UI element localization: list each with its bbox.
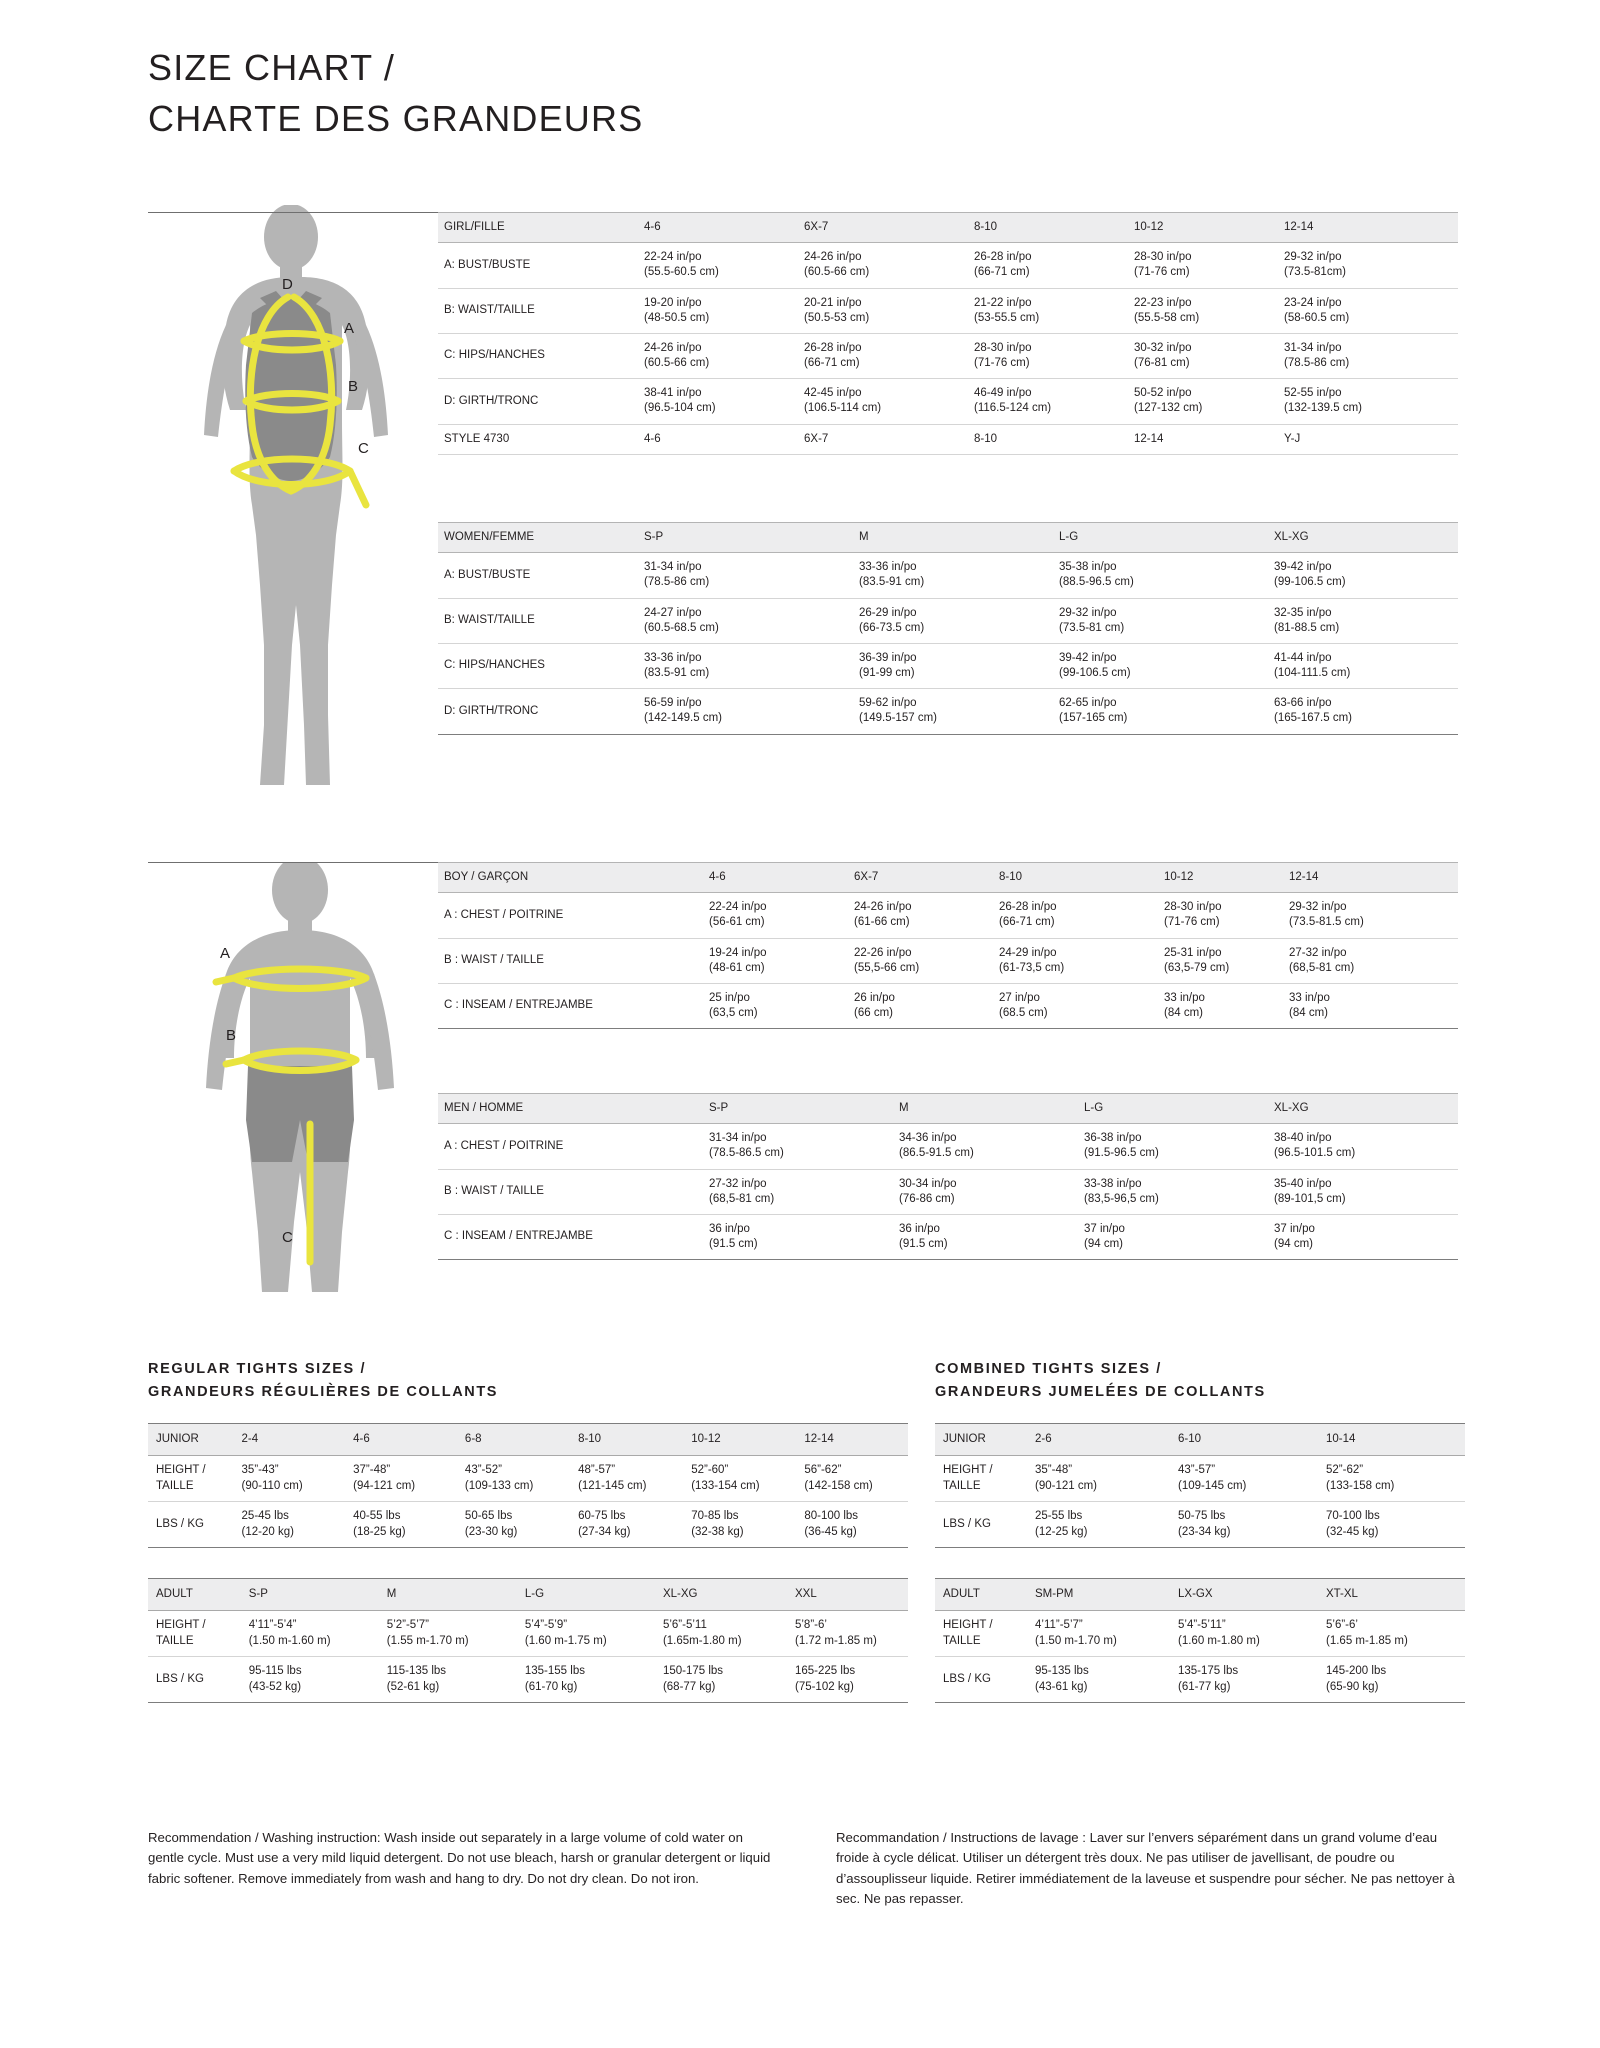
male-figure [160,862,450,1302]
table-row [438,598,1458,643]
style-row-val-0: 4-6 [638,424,798,454]
adult-reg-row-0-val-2: 5’4”-5’9” (1.60 m-1.75 m) [517,1611,655,1657]
adult-comb-row-0-label: HEIGHT / TAILLE [935,1611,1027,1657]
women-row-3-val-2: 62-65 in/po (157-165 cm) [1059,697,1128,725]
junior-comb-row-1-val-2: 70-100 lbs (32-45 kg) [1318,1502,1465,1548]
adult-comb-row-1-val-2: 145-200 lbs (65-90 kg) [1318,1657,1465,1703]
boy-header-5: 12-14 [1283,863,1458,893]
junior-comb-row-0-val-0: 35”-48” (90-121 cm) [1027,1456,1170,1502]
svg-text:A: A [344,320,355,337]
regular-tights-heading-1: REGULAR TIGHTS SIZES / [148,1361,367,1377]
regular-tights-junior-wrap [148,1423,908,1548]
svg-text:D: D [282,276,293,293]
junior-reg-header-4: 8-10 [570,1423,683,1455]
junior-comb-row-0-label: HEIGHT / TAILLE [935,1456,1027,1502]
men-row-2-val-0: 36 in/po (91.5 cm) [709,1222,758,1251]
boy-row-1-val-2: 24-29 in/po (61-73,5 cm) [993,938,1158,983]
women-row-1-val-0: 24-27 in/po (60.5-68.5 cm) [638,598,853,643]
style-row-val-4: Y-J [1278,424,1458,454]
combined-tights-section [935,1358,1465,1703]
girl-row-1-val-1: 20-21 in/po (50.5-53 cm) [798,288,968,333]
adult-comb-header-1: SM-PM [1027,1579,1170,1611]
table-row [438,243,1458,288]
junior-reg-header-5: 10-12 [683,1423,796,1455]
svg-text:C: C [282,1229,293,1246]
boy-row-2-val-4: 33 in/po (84 cm) [1289,991,1330,1020]
men-header-0: MEN / HOMME [438,1094,703,1124]
regular-tights-adult-table [148,1578,908,1703]
adult-reg-row-1-val-4: 165-225 lbs (75-102 kg) [787,1657,908,1703]
girl-row-0-val-1: 24-26 in/po (60.5-66 cm) [798,243,968,288]
table-row [438,689,1458,734]
boy-row-0-val-2: 26-28 in/po (66-71 cm) [993,893,1158,938]
junior-reg-header-1: 2-4 [234,1423,346,1455]
junior-reg-row-1-val-1: 40-55 lbs (18-25 kg) [345,1502,457,1548]
boy-header-3: 8-10 [993,863,1158,893]
men-row-1-val-1: 30-34 in/po (76-86 cm) [893,1169,1078,1214]
table-row [935,1611,1465,1657]
girl-row-1-val-2: 21-22 in/po (53-55.5 cm) [968,288,1128,333]
regular-tights-section [148,1358,908,1703]
girl-row-1-val-4: 23-24 in/po (58-60.5 cm) [1278,288,1458,333]
table-row [148,1456,908,1502]
girl-row-2-val-1: 26-28 in/po (66-71 cm) [798,333,968,378]
men-row-2-val-2: 37 in/po (94 cm) [1084,1222,1125,1251]
women-row-0-label: A: BUST/BUSTE [438,553,638,598]
junior-reg-header-3: 6-8 [457,1423,570,1455]
junior-reg-row-0-val-1: 37”-48” (94-121 cm) [345,1456,457,1502]
girl-header-5: 12-14 [1278,213,1458,243]
table-row [438,553,1458,598]
men-row-1-label: B : WAIST / TAILLE [438,1169,703,1214]
junior-reg-row-1-val-3: 60-75 lbs (27-34 kg) [570,1502,683,1548]
men-row-0-label: A : CHEST / POITRINE [438,1124,703,1169]
men-table-header-row [438,1094,1458,1124]
women-row-3-val-0: 56-59 in/po (142-149.5 cm) [644,697,722,725]
table-row [438,893,1458,938]
girl-row-3-val-3: 50-52 in/po (127-132 cm) [1128,379,1278,424]
junior-comb-row-0-val-1: 43”-57” (109-145 cm) [1170,1456,1318,1502]
female-figure-svg [160,205,450,805]
adult-reg-row-0-val-0: 4’11”-5’4” (1.50 m-1.60 m) [241,1611,379,1657]
adult-reg-header-4: XL-XG [655,1579,787,1611]
junior-comb-header-3: 10-14 [1318,1423,1465,1455]
junior-reg-row-0-val-3: 48”-57” (121-145 cm) [570,1456,683,1502]
junior-reg-row-0-label: HEIGHT / TAILLE [148,1456,234,1502]
women-row-0-val-2: 35-38 in/po (88.5-96.5 cm) [1053,553,1268,598]
page-title [148,42,1048,144]
girl-size-table [438,212,1458,455]
girl-row-0-label: A: BUST/BUSTE [438,243,638,288]
girl-row-3-val-2: 46-49 in/po (116.5-124 cm) [968,379,1128,424]
style-row-val-2: 8-10 [968,424,1128,454]
combined-tights-heading-1: COMBINED TIGHTS SIZES / [935,1361,1162,1377]
women-row-3-val-3: 63-66 in/po (165-167.5 cm) [1274,697,1352,725]
boy-row-2-val-0: 25 in/po (63,5 cm) [709,991,758,1020]
girl-row-0-val-2: 26-28 in/po (66-71 cm) [968,243,1128,288]
men-table-wrap [438,1093,1458,1260]
adult-reg-row-1-label: LBS / KG [148,1657,241,1703]
adult-comb-header-2: LX-GX [1170,1579,1318,1611]
men-header-1: S-P [703,1094,893,1124]
girl-row-1-val-3: 22-23 in/po (55.5-58 cm) [1128,288,1278,333]
junior-reg-row-1-val-2: 50-65 lbs (23-30 kg) [457,1502,570,1548]
men-row-2-label: C : INSEAM / ENTREJAMBE [444,1230,593,1243]
adult-combined-header-row [935,1579,1465,1611]
junior-comb-row-1-val-1: 50-75 lbs (23-34 kg) [1170,1502,1318,1548]
men-row-0-val-3: 38-40 in/po (96.5-101.5 cm) [1268,1124,1458,1169]
junior-comb-header-1: 2-6 [1027,1423,1170,1455]
girl-row-2-val-0: 24-26 in/po (60.5-66 cm) [638,333,798,378]
table-row [148,1502,908,1548]
men-row-2-val-1: 36 in/po (91.5 cm) [899,1222,948,1251]
women-table-wrap [438,522,1458,735]
adult-comb-row-0-val-1: 5’4”-5’11” (1.60 m-1.80 m) [1170,1611,1318,1657]
girl-row-0-val-3: 28-30 in/po (71-76 cm) [1128,243,1278,288]
combined-tights-adult-table [935,1578,1465,1703]
regular-tights-adult-wrap [148,1578,908,1703]
boy-row-0-label: A : CHEST / POITRINE [438,893,703,938]
boy-row-2-val-3: 33 in/po (84 cm) [1164,991,1205,1020]
adult-reg-row-0-val-4: 5’8”-6’ (1.72 m-1.85 m) [787,1611,908,1657]
women-header-4: XL-XG [1268,523,1458,553]
adult-comb-header-0: ADULT [935,1579,1027,1611]
adult-reg-row-0-val-3: 5’6”-5’11 (1.65m-1.80 m) [655,1611,787,1657]
junior-reg-row-1-val-5: 80-100 lbs (36-45 kg) [796,1502,908,1548]
adult-reg-header-1: S-P [241,1579,379,1611]
women-row-0-val-0: 31-34 in/po (78.5-86 cm) [638,553,853,598]
women-row-1-val-2: 29-32 in/po (73.5-81 cm) [1053,598,1268,643]
boy-size-table [438,862,1458,1029]
adult-reg-header-0: ADULT [148,1579,241,1611]
boy-row-0-val-3: 28-30 in/po (71-76 cm) [1158,893,1283,938]
adult-comb-row-1-label: LBS / KG [935,1657,1027,1703]
adult-reg-row-1-val-0: 95-115 lbs (43-52 kg) [241,1657,379,1703]
men-header-3: L-G [1078,1094,1268,1124]
women-header-3: L-G [1053,523,1268,553]
girl-row-2-label: C: HIPS/HANCHES [438,333,638,378]
adult-comb-row-1-val-0: 95-135 lbs (43-61 kg) [1027,1657,1170,1703]
men-row-0-val-1: 34-36 in/po (86.5-91.5 cm) [893,1124,1078,1169]
boy-row-1-val-4: 27-32 in/po (68,5-81 cm) [1283,938,1458,983]
adult-reg-row-0-val-1: 5’2”-5’7” (1.55 m-1.70 m) [379,1611,517,1657]
boy-row-1-label: B : WAIST / TAILLE [438,938,703,983]
girl-row-1-val-0: 19-20 in/po (48-50.5 cm) [638,288,798,333]
boy-header-1: 4-6 [703,863,848,893]
girl-header-1: 4-6 [638,213,798,243]
table-row [148,1611,908,1657]
footer [148,1828,1468,1909]
women-row-2-label: C: HIPS/HANCHES [438,643,638,688]
boy-row-0-val-0: 22-24 in/po (56-61 cm) [703,893,848,938]
women-size-table [438,522,1458,735]
footer-text-french: Recommandation / Instructions de lavage : Laver sur l’envers séparément dans un grand volume d’eau froide à cycle délicat. Utiliser un détergent très doux. Ne pas utiliser de javellisant, de poudre ou d’assouplisseur liquide. Retirer immédiatement de la laveuse et suspendre pour sécher. Ne pas nettoyer à sec. Ne pas repasser. [836,1830,1455,1906]
women-row-2-val-3: 41-44 in/po (104-111.5 cm) [1268,643,1458,688]
girl-header-4: 10-12 [1128,213,1278,243]
style-row-val-3: 12-14 [1128,424,1278,454]
table-row [148,1657,908,1703]
boy-table-header-row [438,863,1458,893]
combined-tights-heading-2: GRANDEURS JUMELÉES DE COLLANTS [935,1384,1266,1401]
men-row-1-val-0: 27-32 in/po (68,5-81 cm) [703,1169,893,1214]
adult-reg-header-5: XXL [787,1579,908,1611]
table-row [438,1169,1458,1214]
female-figure [160,205,450,805]
girl-row-0-val-0: 22-24 in/po (55.5-60.5 cm) [638,243,798,288]
junior-regular-header-row [148,1423,908,1455]
adult-reg-header-2: M [379,1579,517,1611]
svg-text:A: A [220,945,231,962]
adult-comb-row-1-val-1: 135-175 lbs (61-77 kg) [1170,1657,1318,1703]
adult-reg-row-1-val-1: 115-135 lbs (52-61 kg) [379,1657,517,1703]
men-size-table [438,1093,1458,1260]
girl-table-header-row [438,213,1458,243]
regular-tights-heading-2: GRANDEURS RÉGULIÈRES DE COLLANTS [148,1384,499,1401]
junior-reg-row-1-val-0: 25-45 lbs (12-20 kg) [234,1502,346,1548]
boy-row-1-val-0: 19-24 in/po (48-61 cm) [703,938,848,983]
table-row [935,1657,1465,1703]
junior-reg-header-0: JUNIOR [148,1423,234,1455]
table-row [438,288,1458,333]
boy-row-0-val-1: 24-26 in/po (61-66 cm) [848,893,993,938]
girl-row-3-label: D: GIRTH/TRONC [438,379,638,424]
table-row [438,1124,1458,1169]
girl-table-wrap [438,212,1458,455]
style-row [438,424,1458,454]
men-header-4: XL-XG [1268,1094,1458,1124]
junior-reg-row-0-val-0: 35”-43” (90-110 cm) [234,1456,346,1502]
girl-header-2: 6X-7 [798,213,968,243]
women-row-3-val-1: 59-62 in/po (149.5-157 cm) [859,697,937,725]
junior-combined-header-row [935,1423,1465,1455]
girl-row-2-val-3: 30-32 in/po (76-81 cm) [1128,333,1278,378]
women-table-header-row [438,523,1458,553]
table-row [438,379,1458,424]
men-row-1-val-3: 35-40 in/po (89-101,5 cm) [1268,1169,1458,1214]
boy-row-0-val-4: 29-32 in/po (73.5-81.5 cm) [1283,893,1458,938]
women-header-2: M [853,523,1053,553]
adult-comb-row-0-val-0: 4’11”-5’7” (1.50 m-1.70 m) [1027,1611,1170,1657]
boy-row-2-val-1: 26 in/po (66 cm) [854,991,895,1020]
adult-comb-header-3: XT-XL [1318,1579,1465,1611]
adult-reg-header-3: L-G [517,1579,655,1611]
page-title-line-2: CHARTE DES GRANDEURS [148,98,644,140]
junior-reg-row-0-val-5: 56”-62” (142-158 cm) [796,1456,908,1502]
girl-row-3-val-4: 52-55 in/po (132-139.5 cm) [1278,379,1458,424]
table-row [438,333,1458,378]
junior-comb-header-0: JUNIOR [935,1423,1027,1455]
junior-comb-header-2: 6-10 [1170,1423,1318,1455]
women-row-1-val-3: 32-35 in/po (81-88.5 cm) [1268,598,1458,643]
svg-text:B: B [226,1027,237,1044]
junior-reg-row-1-label: LBS / KG [148,1502,234,1548]
adult-comb-row-0-val-2: 5’6”-6’ (1.65 m-1.85 m) [1318,1611,1465,1657]
girl-header-0: GIRL/FILLE [438,213,638,243]
junior-reg-header-6: 12-14 [796,1423,908,1455]
boys-men-section [148,862,1458,1251]
style-row-label: STYLE 4730 [438,424,638,454]
svg-text:C: C [358,440,369,457]
regular-tights-junior-table [148,1423,908,1548]
men-row-0-val-2: 36-38 in/po (91.5-96.5 cm) [1078,1124,1268,1169]
junior-reg-row-0-val-2: 43”-52” (109-133 cm) [457,1456,570,1502]
adult-reg-row-1-val-2: 135-155 lbs (61-70 kg) [517,1657,655,1703]
girl-row-2-val-4: 31-34 in/po (78.5-86 cm) [1278,333,1458,378]
table-row [438,643,1458,688]
combined-tights-junior-table [935,1423,1465,1548]
boy-header-2: 6X-7 [848,863,993,893]
boy-row-1-val-1: 22-26 in/po (55,5-66 cm) [848,938,993,983]
table-row [438,938,1458,983]
women-row-2-val-0: 33-36 in/po (83.5-91 cm) [638,643,853,688]
men-row-1-val-2: 33-38 in/po (83,5-96,5 cm) [1078,1169,1268,1214]
page-title-line-1: SIZE CHART / [148,47,396,88]
boy-header-4: 10-12 [1158,863,1283,893]
junior-reg-row-1-val-4: 70-85 lbs (32-38 kg) [683,1502,796,1548]
boy-row-1-val-3: 25-31 in/po (63,5-79 cm) [1158,938,1283,983]
junior-comb-row-1-label: LBS / KG [935,1502,1027,1548]
women-header-1: S-P [638,523,853,553]
women-row-0-val-3: 39-42 in/po (99-106.5 cm) [1268,553,1458,598]
table-row [438,1214,1458,1259]
girl-row-2-val-2: 28-30 in/po (71-76 cm) [968,333,1128,378]
girl-header-3: 8-10 [968,213,1128,243]
men-row-2-val-3: 37 in/po (94 cm) [1274,1222,1315,1251]
boy-header-0: BOY / GARÇON [438,863,703,893]
women-row-2-val-2: 39-42 in/po (99-106.5 cm) [1053,643,1268,688]
svg-text:B: B [348,378,359,395]
girl-row-3-val-0: 38-41 in/po (96.5-104 cm) [638,379,798,424]
style-row-val-1: 6X-7 [798,424,968,454]
women-row-1-val-1: 26-29 in/po (66-73.5 cm) [853,598,1053,643]
table-row [438,983,1458,1028]
junior-comb-row-1-val-0: 25-55 lbs (12-25 kg) [1027,1502,1170,1548]
boy-table-wrap [438,862,1458,1029]
junior-comb-row-0-val-2: 52”-62” (133-158 cm) [1318,1456,1465,1502]
junior-reg-row-0-val-4: 52”-60” (133-154 cm) [683,1456,796,1502]
men-row-0-val-0: 31-34 in/po (78.5-86.5 cm) [703,1124,893,1169]
adult-reg-row-0-label: HEIGHT / TAILLE [148,1611,241,1657]
boy-row-2-val-2: 27 in/po (68.5 cm) [999,991,1048,1020]
girls-women-section [148,212,1458,725]
combined-tights-junior-wrap [935,1423,1465,1548]
junior-reg-header-2: 4-6 [345,1423,457,1455]
women-row-3-label: D: GIRTH/TRONC [444,704,539,717]
adult-regular-header-row [148,1579,908,1611]
men-header-2: M [893,1094,1078,1124]
boy-row-2-label: C : INSEAM / ENTREJAMBE [444,999,593,1012]
girl-row-0-val-4: 29-32 in/po (73.5-81cm) [1278,243,1458,288]
girl-row-3-val-1: 42-45 in/po (106.5-114 cm) [798,379,968,424]
table-row [935,1502,1465,1548]
footer-text-english: Recommendation / Washing instruction: Wash inside out separately in a large volume of cold water on gentle cycle. Must use a very mild liquid detergent. Do not use bleach, harsh or granular detergent or liquid fabric softener. Remove immediately from wash and hang to dry. Do not dry clean. Do not iron. [148,1830,771,1886]
girl-row-1-label: B: WAIST/TAILLE [438,288,638,333]
women-row-2-val-1: 36-39 in/po (91-99 cm) [853,643,1053,688]
women-row-0-val-1: 33-36 in/po (83.5-91 cm) [853,553,1053,598]
women-header-0: WOMEN/FEMME [438,523,638,553]
women-row-1-label: B: WAIST/TAILLE [438,598,638,643]
male-figure-svg [160,862,450,1302]
table-row [935,1456,1465,1502]
adult-reg-row-1-val-3: 150-175 lbs (68-77 kg) [655,1657,787,1703]
combined-tights-adult-wrap [935,1578,1465,1703]
